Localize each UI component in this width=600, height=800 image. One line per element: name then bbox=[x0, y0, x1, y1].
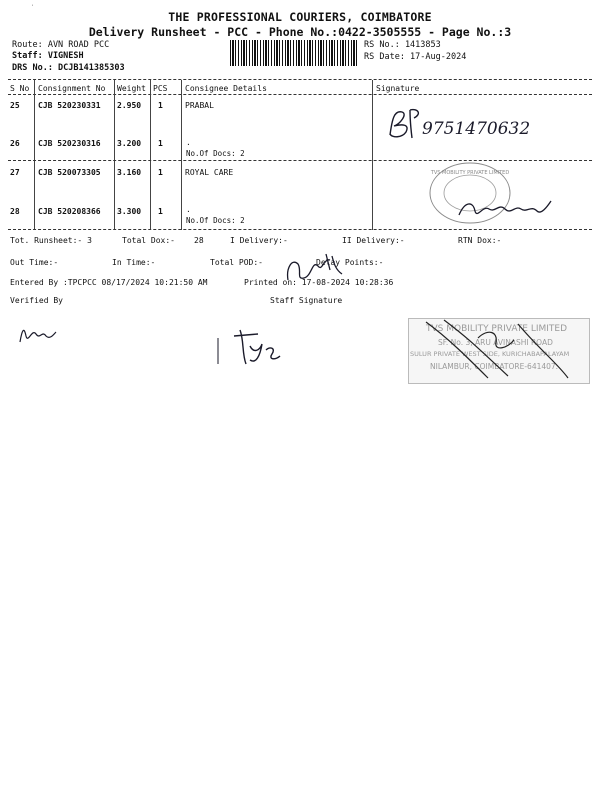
rtn-dox: RTN Dox:- bbox=[458, 236, 502, 245]
signature-row-25 bbox=[380, 100, 560, 150]
verified-by: Verified By bbox=[10, 296, 63, 305]
runsheet-subtitle: Delivery Runsheet - PCC - Phone No.:0422-3505555 - Page No.:3 bbox=[88, 25, 512, 39]
row-consignee: ROYAL CARE bbox=[185, 168, 234, 177]
col-header-consignment: Consignment No bbox=[38, 84, 106, 93]
row-docs: No.Of Docs: 2 bbox=[186, 149, 245, 158]
barcode bbox=[230, 40, 358, 66]
col-header-weight: Weight bbox=[117, 84, 146, 93]
round-stamp-text: TVS MOBILITY PRIVATE LIMITED bbox=[430, 170, 510, 176]
col-header-sno: S No bbox=[10, 84, 30, 93]
verifier-signature bbox=[16, 318, 66, 348]
row-pcs: 1 bbox=[158, 101, 163, 110]
row-weight: 3.300 bbox=[117, 207, 142, 216]
total-pod: Total POD:- bbox=[210, 258, 263, 267]
table-bottom-rule bbox=[8, 229, 592, 230]
row-pcs: 1 bbox=[158, 207, 163, 216]
tot-runsheet: Tot. Runsheet:- 3 bbox=[10, 236, 92, 245]
col-header-signature: Signature bbox=[376, 84, 420, 93]
staff-signature bbox=[210, 320, 290, 370]
row-consignment: CJB 520230316 bbox=[38, 139, 101, 148]
route-label: Route: AVN ROAD PCC bbox=[12, 40, 110, 50]
col-divider bbox=[372, 80, 373, 230]
row-pcs: 1 bbox=[158, 168, 163, 177]
printed-on: Printed on: 17-08-2024 10:28:36 bbox=[244, 278, 394, 287]
row-consignment: CJB 520230331 bbox=[38, 101, 101, 110]
stamp-line-3: SULUR PRIVATE WEST SIDE, KURICHABAPALAYAM bbox=[410, 350, 570, 358]
pod-scribble bbox=[282, 250, 352, 290]
row-weight: 3.160 bbox=[117, 168, 142, 177]
row-docs: No.Of Docs: 2 bbox=[186, 216, 245, 225]
row-sno: 25 bbox=[10, 101, 20, 110]
row-consignee: . bbox=[186, 138, 191, 147]
row-consignment: CJB 520073305 bbox=[38, 168, 101, 177]
company-stamp bbox=[408, 318, 588, 386]
row-consignee: PRABAL bbox=[185, 101, 214, 110]
entered-by: Entered By :TPCPCC 08/17/2024 10:21:50 AM bbox=[10, 278, 208, 287]
table-top-rule bbox=[8, 79, 592, 80]
table-header-rule bbox=[8, 94, 592, 95]
drs-number: DRS No.: DCJB141385303 bbox=[12, 63, 125, 73]
row-sno: 26 bbox=[10, 139, 20, 148]
col-header-pcs: PCS bbox=[153, 84, 168, 93]
total-dox-value: 28 bbox=[194, 236, 204, 245]
col-divider bbox=[34, 80, 35, 230]
col-divider bbox=[181, 80, 182, 230]
total-dox-label: Total Dox:- bbox=[122, 236, 175, 245]
col-divider bbox=[114, 80, 115, 230]
stamp-signature-scribble bbox=[418, 318, 588, 384]
row-pcs: 1 bbox=[158, 139, 163, 148]
ii-delivery: II Delivery:- bbox=[342, 236, 405, 245]
row-weight: 2.950 bbox=[117, 101, 142, 110]
row-consignee: . bbox=[186, 205, 191, 214]
col-header-consignee: Consignee Details bbox=[185, 84, 267, 93]
stamp-line-2: SF. No. 3, ARU AVINASHI ROAD bbox=[438, 338, 553, 347]
company-title: THE PROFESSIONAL COURIERS, COIMBATORE bbox=[168, 10, 432, 24]
row-weight: 3.200 bbox=[117, 139, 142, 148]
row-consignment: CJB 520208366 bbox=[38, 207, 101, 216]
signature-row-28 bbox=[455, 195, 565, 225]
row-sno: 28 bbox=[10, 207, 20, 216]
staff-label: Staff: VIGNESH bbox=[12, 51, 84, 61]
delay-points: Delay Points:- bbox=[316, 258, 384, 267]
out-time: Out Time:- bbox=[10, 258, 59, 267]
stamp-line-4: NILAMBUR, COIMBATORE-641407. bbox=[430, 362, 559, 371]
stamp-line-1: TVS MOBILITY PRIVATE LIMITED bbox=[426, 324, 568, 334]
col-divider bbox=[150, 80, 151, 230]
rs-date: RS Date: 17-Aug-2024 bbox=[364, 52, 467, 62]
row-sno: 27 bbox=[10, 168, 20, 177]
rs-number: RS No.: 1413853 bbox=[364, 40, 441, 50]
handwritten-phone: 9751470632 bbox=[422, 119, 531, 139]
scan-mark: ˙ bbox=[30, 4, 35, 13]
in-time: In Time:- bbox=[112, 258, 156, 267]
staff-signature-label: Staff Signature bbox=[270, 296, 343, 305]
i-delivery: I Delivery:- bbox=[230, 236, 288, 245]
